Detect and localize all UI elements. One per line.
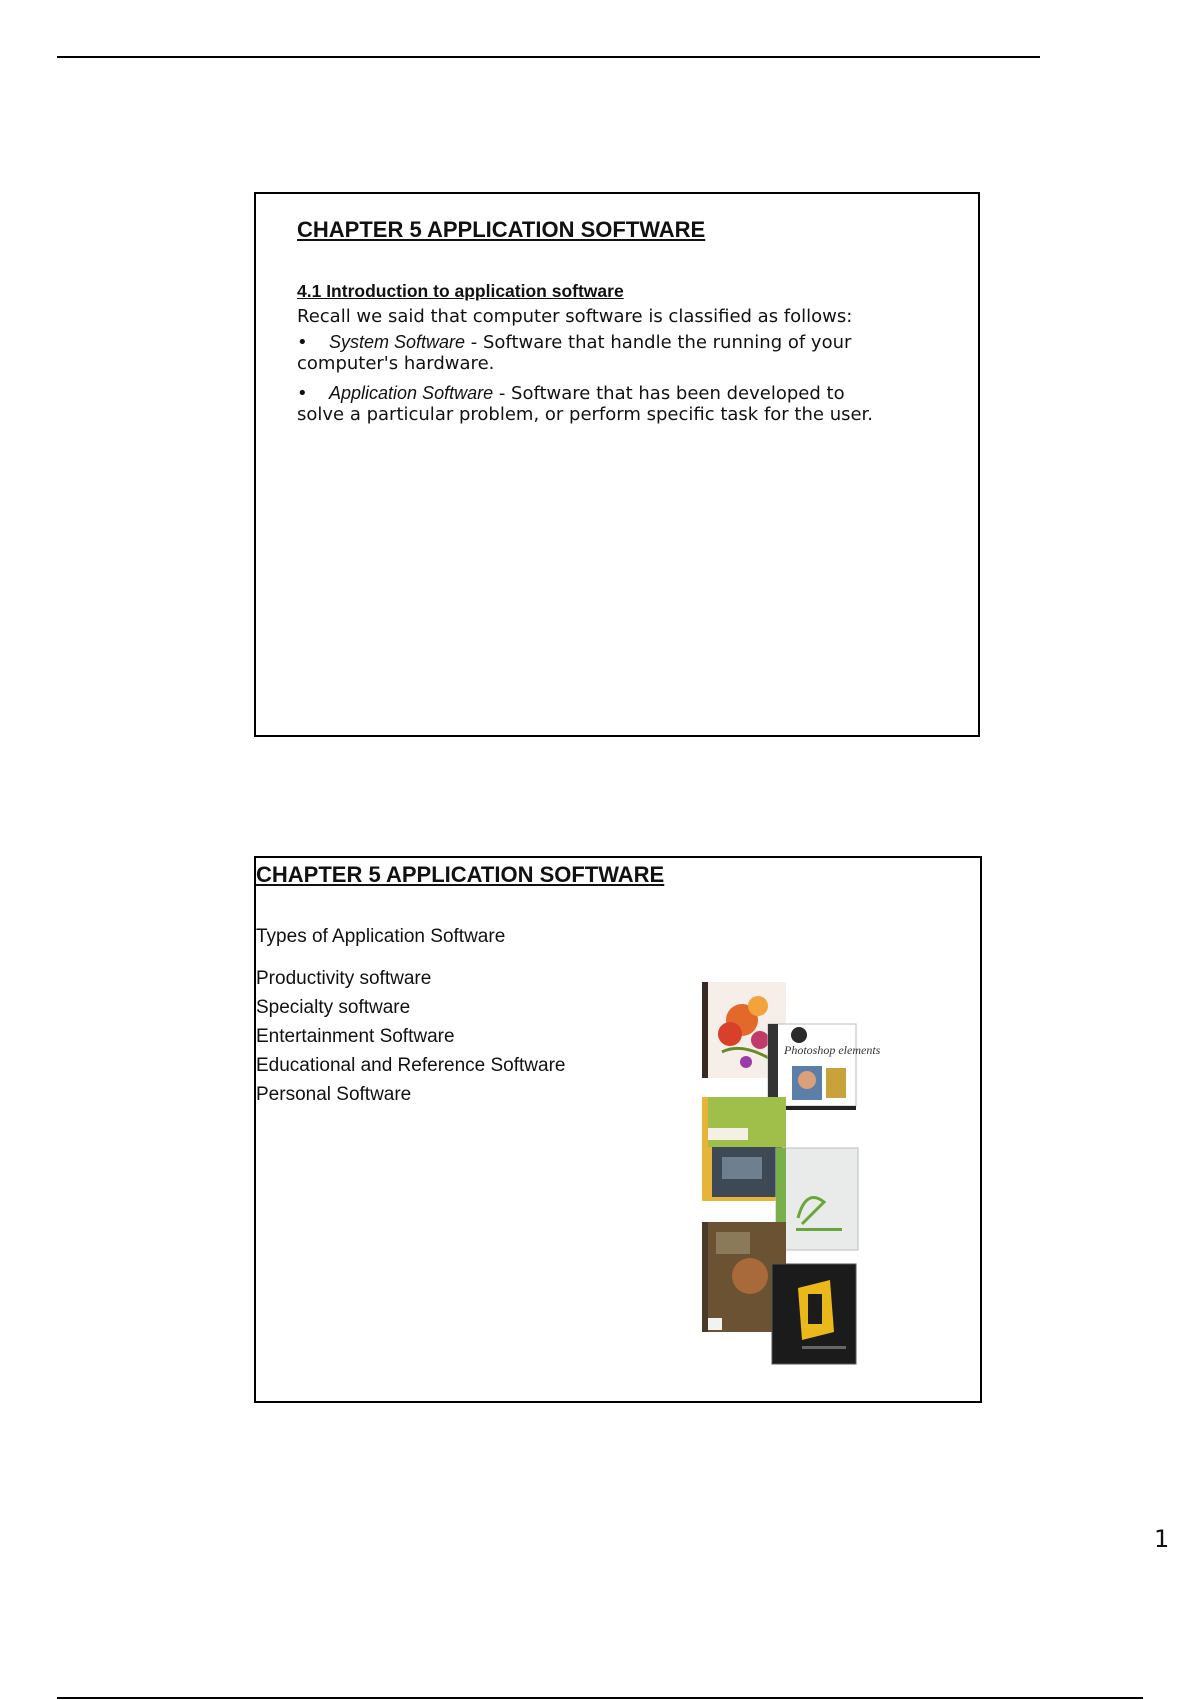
list-item: Specialty software bbox=[256, 997, 411, 1018]
bullet-term: System Software bbox=[329, 332, 466, 352]
list-item: Productivity software bbox=[256, 968, 432, 989]
software-boxes-collage-icon bbox=[702, 982, 881, 1364]
header-rule bbox=[57, 56, 1040, 58]
list-item: Entertainment Software bbox=[256, 1026, 455, 1047]
office-suite-box bbox=[772, 1264, 856, 1364]
slide-1 bbox=[254, 192, 980, 737]
house-design-software-box bbox=[702, 1097, 786, 1201]
web-design-software-box bbox=[776, 1148, 858, 1250]
intro-text: Recall we said that computer software is classified as follows: bbox=[297, 306, 853, 327]
slide-title: CHAPTER 5 APPLICATION SOFTWARE bbox=[297, 217, 706, 242]
types-heading: Types of Application Software bbox=[256, 926, 506, 947]
slide-title: CHAPTER 5 APPLICATION SOFTWARE bbox=[256, 862, 665, 887]
bullet-application-software bbox=[297, 383, 897, 425]
bullet-text: - Software that has been developed to solve a particular problem, or perform specific task for the user. bbox=[297, 383, 874, 425]
box-label: Photoshop elements bbox=[784, 1043, 881, 1057]
bullet-text: - Software that handle the running of your computer's hardware. bbox=[297, 332, 852, 374]
slide-2 bbox=[254, 856, 982, 1403]
footer-rule bbox=[57, 1697, 1143, 1699]
list-item: Educational and Reference Software bbox=[256, 1055, 566, 1076]
section-heading: 4.1 Introduction to application software bbox=[297, 281, 624, 301]
bullet-marker: • bbox=[297, 383, 308, 404]
software-types-list bbox=[256, 968, 565, 1113]
bullet-term: Application Software bbox=[329, 383, 494, 403]
bullet-system-software bbox=[297, 332, 937, 374]
list-item: Personal Software bbox=[256, 1084, 412, 1105]
bullet-marker: • bbox=[297, 332, 308, 353]
page-number: 1 bbox=[1154, 1525, 1170, 1553]
